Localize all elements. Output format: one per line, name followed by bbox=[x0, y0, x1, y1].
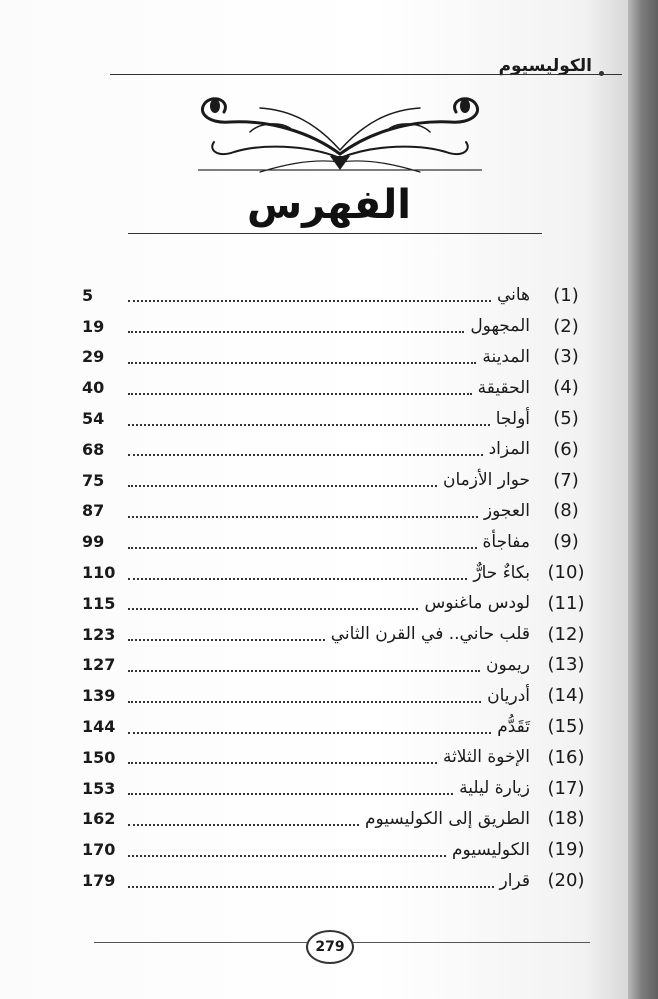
toc-entry-title: العجوز bbox=[483, 500, 530, 521]
toc-entry-page: 144 bbox=[82, 717, 116, 737]
toc-entry bbox=[82, 834, 594, 865]
toc-entry-number: (15) bbox=[547, 716, 585, 738]
toc-entry-title: مفاجأة bbox=[482, 531, 530, 552]
toc-entry-title: قلب حاني.. في القرن الثاني bbox=[330, 624, 530, 645]
toc-entry-page: 179 bbox=[82, 871, 116, 891]
toc-entry-page: 68 bbox=[82, 439, 105, 459]
toc-entry-number: (11) bbox=[547, 592, 585, 614]
toc-entry-title: بكاءٌ حارٌّ bbox=[473, 562, 530, 583]
toc-entry-page: 110 bbox=[82, 563, 116, 583]
toc-entry-title: المدينة bbox=[482, 346, 530, 367]
dot-leader bbox=[128, 855, 446, 857]
toc-entry-page: 115 bbox=[82, 593, 116, 613]
toc-entry-page: 54 bbox=[82, 409, 105, 429]
toc-entry bbox=[82, 619, 594, 650]
toc-entry-number: (17) bbox=[547, 777, 585, 799]
toc-entry-title: الكوليسيوم bbox=[452, 839, 530, 860]
toc-entry-page: 139 bbox=[82, 686, 116, 706]
running-title: الكوليسيوم bbox=[498, 56, 592, 76]
toc-entry-title: تَقَدُّم bbox=[497, 716, 530, 737]
toc-entry bbox=[82, 680, 594, 711]
dot-leader bbox=[128, 762, 437, 764]
toc-entry-page: 87 bbox=[82, 501, 105, 521]
toc-entry-title: ريمون bbox=[485, 654, 530, 675]
toc-entry bbox=[82, 311, 594, 342]
toc-entry-number: (16) bbox=[547, 746, 585, 768]
toc-entry-number: (4) bbox=[553, 377, 579, 399]
toc-entry-page: 127 bbox=[82, 655, 116, 675]
toc-entry-number: (8) bbox=[553, 500, 579, 522]
toc-entry-title: هاني bbox=[496, 285, 530, 306]
toc-entry-title: أدريان bbox=[487, 685, 530, 706]
toc-entry-title: المزاد bbox=[488, 439, 530, 460]
toc-entry bbox=[82, 711, 594, 742]
dot-leader bbox=[128, 701, 481, 703]
toc-entry bbox=[82, 403, 594, 434]
toc-entry bbox=[82, 434, 594, 465]
toc-entry bbox=[82, 342, 594, 373]
dot-leader bbox=[128, 824, 359, 826]
page-number: 279 bbox=[306, 930, 354, 964]
dot-leader bbox=[128, 639, 325, 641]
toc-entry-title: الإخوة الثلاثة bbox=[442, 747, 530, 768]
toc-entry bbox=[82, 650, 594, 681]
dot-leader bbox=[128, 516, 478, 518]
toc-entry-title: زيارة ليلية bbox=[459, 778, 530, 799]
toc-entry bbox=[82, 280, 594, 311]
table-of-contents bbox=[82, 280, 594, 896]
page-binding-shadow bbox=[628, 0, 658, 999]
dot-leader bbox=[128, 578, 467, 580]
toc-entry-number: (10) bbox=[547, 562, 585, 584]
dot-leader bbox=[128, 362, 476, 364]
toc-entry-number: (13) bbox=[547, 654, 585, 676]
toc-entry bbox=[82, 588, 594, 619]
dot-leader bbox=[128, 793, 453, 795]
toc-entry-number: (19) bbox=[547, 839, 585, 861]
toc-entry-number: (12) bbox=[547, 623, 585, 645]
dot-leader bbox=[128, 547, 477, 549]
toc-entry-page: 19 bbox=[82, 316, 105, 336]
toc-entry-title: المجهول bbox=[470, 316, 530, 337]
dot-leader bbox=[128, 300, 491, 302]
toc-entry-number: (18) bbox=[547, 808, 585, 830]
toc-entry-page: 162 bbox=[82, 809, 116, 829]
toc-entry-page: 5 bbox=[82, 285, 94, 305]
toc-entry-page: 150 bbox=[82, 747, 116, 767]
toc-entry bbox=[82, 804, 594, 835]
toc-entry bbox=[82, 773, 594, 804]
toc-entry bbox=[82, 496, 594, 527]
dot-leader bbox=[128, 485, 437, 487]
dot-leader bbox=[128, 670, 480, 672]
flourish-ornament bbox=[190, 92, 490, 182]
toc-entry-number: (3) bbox=[553, 346, 579, 368]
page-title: الفهرس bbox=[246, 182, 411, 228]
toc-entry bbox=[82, 465, 594, 496]
toc-entry bbox=[82, 865, 594, 896]
toc-entry-title: قرار bbox=[499, 870, 530, 891]
dot-leader bbox=[128, 424, 490, 426]
header-rule bbox=[110, 74, 622, 75]
toc-entry-number: (14) bbox=[547, 685, 585, 707]
title-rule bbox=[128, 233, 542, 234]
toc-entry-title: حوار الأزمان bbox=[442, 470, 530, 491]
dot-leader bbox=[128, 393, 472, 395]
header-rule-dot bbox=[599, 71, 604, 76]
toc-entry-number: (1) bbox=[553, 284, 579, 306]
toc-entry-number: (6) bbox=[553, 438, 579, 460]
toc-entry-page: 99 bbox=[82, 532, 105, 552]
toc-entry bbox=[82, 557, 594, 588]
toc-entry bbox=[82, 372, 594, 403]
dot-leader bbox=[128, 331, 464, 333]
toc-entry-page: 170 bbox=[82, 840, 116, 860]
toc-entry-number: (9) bbox=[553, 531, 579, 553]
toc-entry-title: أولجا bbox=[495, 408, 530, 429]
dot-leader bbox=[128, 454, 483, 456]
toc-entry bbox=[82, 742, 594, 773]
toc-entry bbox=[82, 526, 594, 557]
toc-entry-number: (2) bbox=[553, 315, 579, 337]
toc-entry-title: الطريق إلى الكوليسيوم bbox=[364, 808, 530, 829]
toc-entry-number: (20) bbox=[547, 870, 585, 892]
toc-entry-title: الحقيقة bbox=[477, 377, 530, 398]
toc-entry-page: 153 bbox=[82, 778, 116, 798]
toc-entry-title: لودس ماغنوس bbox=[424, 593, 530, 614]
running-header bbox=[80, 56, 592, 86]
dot-leader bbox=[128, 886, 494, 888]
toc-entry-page: 40 bbox=[82, 378, 105, 398]
toc-entry-number: (5) bbox=[553, 408, 579, 430]
dot-leader bbox=[128, 608, 418, 610]
toc-entry-page: 123 bbox=[82, 624, 116, 644]
toc-entry-number: (7) bbox=[553, 469, 579, 491]
toc-entry-page: 29 bbox=[82, 347, 105, 367]
dot-leader bbox=[128, 732, 491, 734]
toc-entry-page: 75 bbox=[82, 470, 105, 490]
